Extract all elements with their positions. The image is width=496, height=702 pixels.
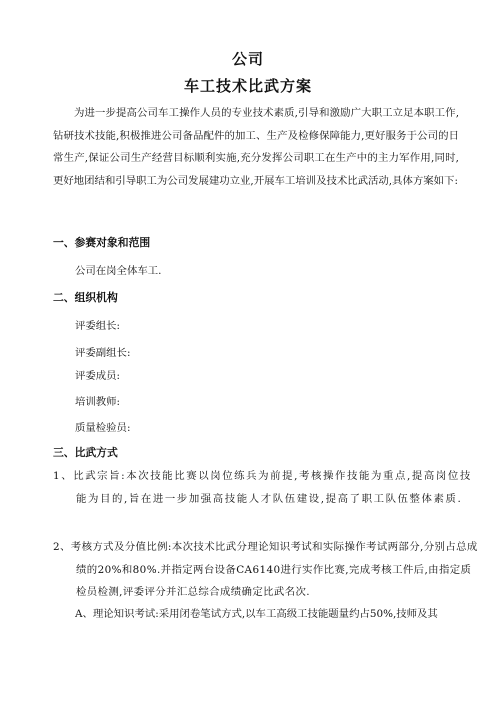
section-heading-participants: 一、参赛对象和范围 (53, 236, 151, 249)
participants-line: 公司在岗全体车工. (75, 265, 162, 277)
org-line-deputy: 评委副组长: (75, 347, 131, 359)
document-title: 车工技术比武方案 (183, 77, 312, 95)
intro-paragraph: 为进一步提高公司车工操作人员的专业技术素质,引导和激励广大职工立足本职工作,钻研技术技能,积极推进公司备品配件的加工、生产及检修保障能力,更好服务于公司的日常生产,保证公司生产经营目标顺利实施,充分发挥公司职工在生产中的主力军作用,同时,更好地团结和引导职工为公司发展建功立业,开展车工培训及技术比武活动,具体方案如下: (53, 107, 459, 187)
list-item: 1、比武宗旨:本次技能比赛以岗位练兵为前提,考核操作技能为重点,提高岗位技能为目的,旨在进一步加强高技能人才队伍建设,提高了职工队伍整体素质. (53, 470, 472, 505)
sub-item-theory-exam: A、理论知识考试:采用闭卷笔试方式,以车工高级工技能题量约占50%,技师及其 (75, 608, 438, 620)
org-line-inspector: 质量检验员: (75, 422, 131, 434)
org-line-members: 评委成员: (75, 370, 121, 382)
org-line-leader: 评委组长: (75, 320, 121, 332)
section-heading-organization: 二、组织机构 (53, 291, 118, 304)
section-heading-method: 三、比武方式 (53, 446, 118, 459)
org-line-trainer: 培训教师: (75, 396, 121, 408)
company-title: 公司 (231, 50, 264, 68)
list-item: 2、考核方式及分值比例:本次技术比武分理论知识考试和实际操作考试两部分,分别占总成绩的20%和80%.并指定两台设备CA6140进行实作比赛,完成考核工件后,由指定质检员检测,评委评分并汇总综合成绩确定比武名次. (53, 541, 478, 599)
